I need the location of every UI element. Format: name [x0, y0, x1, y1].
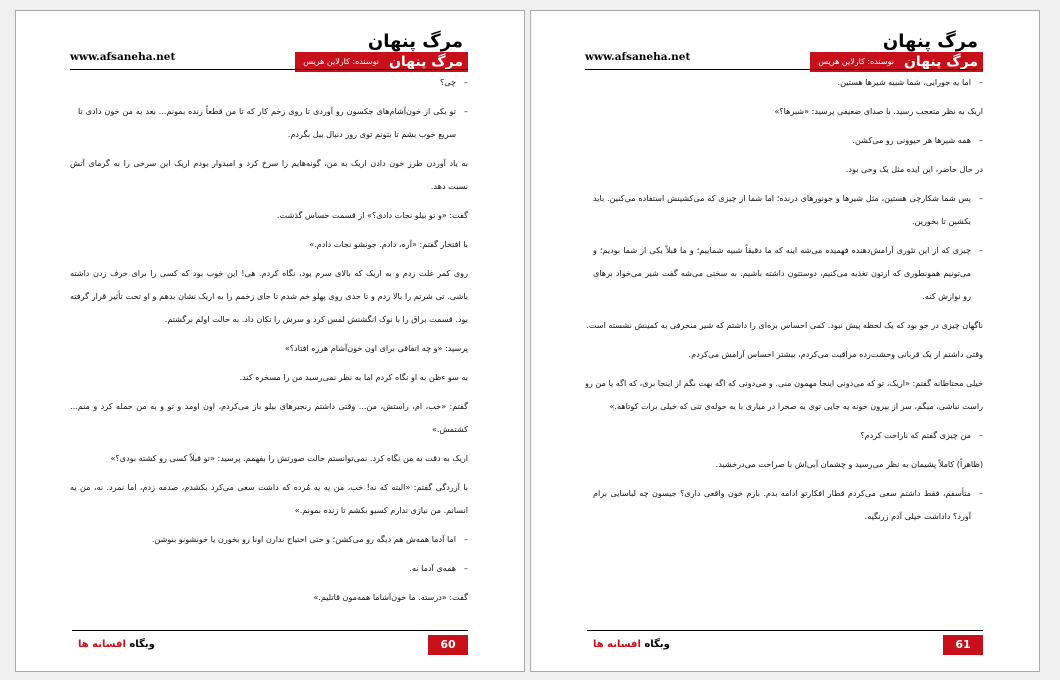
- paragraph: به سو ءظن به او نگاه کردم اما به نظر نمی‌رسید من را مسخره کند.: [239, 372, 468, 382]
- page-body: [585, 71, 983, 629]
- dialogue-line: – همه‌ی آدما نه.: [70, 557, 468, 580]
- footer-divider: [72, 630, 468, 631]
- footer-brand-prefix: وبگاه: [644, 639, 670, 650]
- dialogue-line: – اما آدما همه‌ش هم دیگه رو می‌کشن؛ و حتی احتیاج ندارن اونا رو بخورن یا خونشونو بنوشن.: [70, 528, 468, 551]
- dialogue-line: – متأسفم، فقط داشتم سعی می‌کردم قطار افکارتو ادامه بدم. بازم خون واقعی داری؟ جیسون چه لباسایی برام آورد؟ داداشت خیلی آدم زرنگیه.: [585, 482, 983, 528]
- author-label: نوسنده: کارلاین هریس: [818, 57, 894, 66]
- footer-brand-accent: افسانه ها: [593, 639, 641, 650]
- book-title: مرگ پنهان: [882, 31, 978, 52]
- paragraph: با آزردگی گفتم: «البته که نه! خب، من یه یه مُرده که داشت سعی می‌کرد بکشدم، صدمه زدم، اما نمرد. نه، من یه انسانم. من نیازی ندارم کسیو بکشم تا زنده بمونم.»: [70, 482, 468, 515]
- paragraph: گفت: «و تو بیلو نجات دادی؟» از قسمت حساس گذشت.: [276, 210, 468, 220]
- paragraph: گفتم: «خب، ام، راستش، من... وقتی داشتم زنجیرهای بیلو باز می‌کردم، اون اومد و تو و به من حمله کرد و منم... کشتمش.»: [70, 401, 468, 434]
- paragraph: اریک به نظر متعجب رسید. با صدای ضعیفی پرسید: «شیرها؟»: [774, 106, 983, 116]
- book-title: مرگ پنهان: [367, 31, 463, 52]
- footer-brand: [78, 637, 155, 653]
- header-divider: [70, 69, 468, 70]
- paragraph: پرسید: «و چه اتفاقی برای اون خون‌آشام هرزه افتاد؟»: [284, 343, 468, 353]
- footer-brand-accent: افسانه ها: [78, 639, 126, 650]
- header-divider: [585, 69, 983, 70]
- page-body: [70, 71, 468, 629]
- banner-title: مرگ پنهان: [388, 54, 463, 70]
- paragraph: به یاد آوردن طرز خون دادن اریک به من، گونه‌هایم را سرخ کرد و امیدوار بودم اریک این سرخی را به گرمای آتش نسبت دهد.: [70, 158, 468, 191]
- dialogue-line: – تو یکی از خون‌آشام‌های جکسون رو آوردی تا روی زخم کار که تا من قطعاً زنده بمونم... بعد به من خون دادی تا سریع خوب بشم تا بتونم توی روز دنبال بیل بگردم.: [70, 100, 468, 146]
- dialogue-line: – من چیزی گفتم که ناراحت کردم؟: [585, 424, 983, 447]
- dialogue-line: – چیزی که از این تئوری آرامش‌دهنده فهمیده می‌شه اینه که ما دقیقاً شبیه شماییم؛ و ما قبلاً یکی از شما بودیم؛ و می‌تونیم همونطوری که ازتون تغذیه می‌کنیم، دوستتون داشته باشیم. به سختی می‌شه گفت شیر می‌خواد برهای رو نوازش کنه.: [585, 239, 983, 308]
- author-label: نوسنده: کارلاین هریس: [303, 57, 379, 66]
- paragraph: خیلی محتاطانه گفتم: «اریک، تو که می‌دونی اینجا مهمون منی. و می‌دونی که اگه بهت بگم از اینجا بری، که اگه یا من رو راست نباشی، میگم، سر از بیرون خونه یه جایی توی یه صحرا در میاری با یه حوله‌ی تنی که خیلی برات کوتاهه.»: [585, 378, 983, 411]
- paragraph: در حال حاضر، این ایده مثل یک وحی بود.: [845, 164, 983, 174]
- page-number-badge: 60: [428, 635, 468, 655]
- book-page-left: [15, 10, 525, 672]
- paragraph: (ظاهراً) کاملاً پشیمان به نظر می‌رسید و چشمان آبی‌اش با صراحت می‌درخشید.: [715, 459, 983, 469]
- site-url: www.afsaneha.net: [70, 51, 176, 63]
- paragraph: وقتی داشتم از یک قربانی وحشت‌زده مراقبت می‌کردم، بیشتر احساس آرامش می‌کردم.: [688, 349, 983, 359]
- dialogue-line: – همه شیرها هر حیوونی رو می‌کشن.: [585, 129, 983, 152]
- page-number-badge: 61: [943, 635, 983, 655]
- dialogue-line: – چی؟: [70, 71, 468, 94]
- footer-divider: [587, 630, 983, 631]
- paragraph: اریک به دقت به من نگاه کرد. نمی‌توانستم حالت صورتش را بفهمم. پرسید: «تو قبلاً کسی رو کشته بودی؟»: [110, 453, 468, 463]
- dialogue-line: – پس شما شکارچی هستین، مثل شیرها و جونورهای درنده؛ اما شما از چیزی که می‌کشینش استفاده می‌کنین. باید بکشین تا بخورین.: [585, 187, 983, 233]
- site-url: www.afsaneha.net: [585, 51, 691, 63]
- footer-brand: [593, 637, 670, 653]
- banner-title: مرگ پنهان: [903, 54, 978, 70]
- book-page-right: [530, 10, 1040, 672]
- paragraph: گفت: «درسته. ما خون‌آشاما همه‌مون قاتلیم.»: [313, 592, 468, 602]
- footer-brand-prefix: وبگاه: [129, 639, 155, 650]
- paragraph: ناگهان چیزی در جو بود که یک لحظه پیش نبود. کمی احساس بره‌ای را داشتم که شیر منحرفی به کمینش نشسته است.: [586, 320, 983, 330]
- paragraph: روی کمر غلت زدم و به اریک که بالای سرم بود، نگاه کردم. هی! این خوب بود که کسی را برای حرف زدن داشته باشی. تی شرتم را بالا زدم و تا حدی روی پهلو خم شدم تا جای زخمم را به اریک نشان بدهم و او تحت تأثیر قرار گرفته بود. قسمت براق را با نوک انگشتش لمس کرد و سرش را تکان داد. به حالت اولم برگشتم.: [70, 268, 468, 324]
- dialogue-line: – اما یه جورایی، شما شبیه شیرها هستین.: [585, 71, 983, 94]
- paragraph: با افتخار گفتم: «آره، دادم. جونشو نجات دادم.»: [309, 239, 468, 249]
